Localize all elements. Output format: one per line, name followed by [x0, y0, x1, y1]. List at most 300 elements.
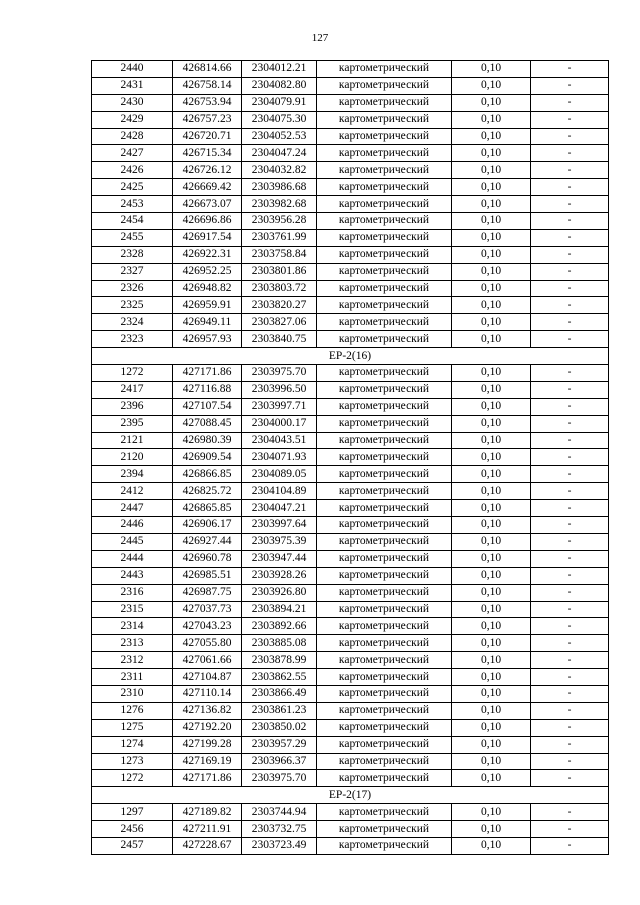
point-number-cell: 2447	[92, 500, 173, 517]
x-coordinate-cell: 426825.72	[173, 483, 242, 500]
accuracy-cell: 0,10	[452, 702, 531, 719]
method-cell: картометрический	[317, 702, 452, 719]
table-row	[92, 280, 609, 297]
note-cell: -	[531, 601, 609, 618]
note-cell: -	[531, 635, 609, 652]
x-coordinate-cell: 426720.71	[173, 128, 242, 145]
point-number-cell: 2328	[92, 246, 173, 263]
method-cell: картометрический	[317, 635, 452, 652]
table-row	[92, 719, 609, 736]
y-coordinate-cell: 2303744.94	[242, 804, 317, 821]
x-coordinate-cell: 426957.93	[173, 331, 242, 348]
note-cell: -	[531, 246, 609, 263]
table-row	[92, 770, 609, 787]
method-cell: картометрический	[317, 398, 452, 415]
accuracy-cell: 0,10	[452, 500, 531, 517]
table-row	[92, 500, 609, 517]
accuracy-cell: 0,10	[452, 398, 531, 415]
y-coordinate-cell: 2303997.64	[242, 517, 317, 534]
x-coordinate-cell: 427088.45	[173, 415, 242, 432]
point-number-cell: 2316	[92, 584, 173, 601]
method-cell: картометрический	[317, 753, 452, 770]
y-coordinate-cell: 2303996.50	[242, 381, 317, 398]
table-row	[92, 449, 609, 466]
y-coordinate-cell: 2303926.80	[242, 584, 317, 601]
y-coordinate-cell: 2303975.70	[242, 365, 317, 382]
y-coordinate-cell: 2303862.55	[242, 669, 317, 686]
y-coordinate-cell: 2304047.24	[242, 145, 317, 162]
x-coordinate-cell: 426865.85	[173, 500, 242, 517]
note-cell: -	[531, 550, 609, 567]
point-number-cell: 2417	[92, 381, 173, 398]
accuracy-cell: 0,10	[452, 196, 531, 213]
x-coordinate-cell: 426758.14	[173, 77, 242, 94]
table-row	[92, 466, 609, 483]
x-coordinate-cell: 426757.23	[173, 111, 242, 128]
note-cell: -	[531, 500, 609, 517]
table-row	[92, 432, 609, 449]
method-cell: картометрический	[317, 246, 452, 263]
y-coordinate-cell: 2303850.02	[242, 719, 317, 736]
accuracy-cell: 0,10	[452, 111, 531, 128]
x-coordinate-cell: 427136.82	[173, 702, 242, 719]
note-cell: -	[531, 128, 609, 145]
x-coordinate-cell: 426673.07	[173, 196, 242, 213]
x-coordinate-cell: 426949.11	[173, 314, 242, 331]
accuracy-cell: 0,10	[452, 837, 531, 854]
table-row	[92, 314, 609, 331]
table-row	[92, 618, 609, 635]
x-coordinate-cell: 426985.51	[173, 567, 242, 584]
accuracy-cell: 0,10	[452, 162, 531, 179]
table-row	[92, 381, 609, 398]
x-coordinate-cell: 426948.82	[173, 280, 242, 297]
note-cell: -	[531, 483, 609, 500]
point-number-cell: 1275	[92, 719, 173, 736]
point-number-cell: 1273	[92, 753, 173, 770]
note-cell: -	[531, 111, 609, 128]
x-coordinate-cell: 426987.75	[173, 584, 242, 601]
method-cell: картометрический	[317, 550, 452, 567]
accuracy-cell: 0,10	[452, 77, 531, 94]
table-row	[92, 669, 609, 686]
accuracy-cell: 0,10	[452, 213, 531, 230]
point-number-cell: 2396	[92, 398, 173, 415]
x-coordinate-cell: 426715.34	[173, 145, 242, 162]
y-coordinate-cell: 2304032.82	[242, 162, 317, 179]
x-coordinate-cell: 427055.80	[173, 635, 242, 652]
point-number-cell: 2427	[92, 145, 173, 162]
section-title: ЕР-2(16)	[92, 348, 609, 365]
note-cell: -	[531, 94, 609, 111]
point-number-cell: 2453	[92, 196, 173, 213]
section-header-row	[92, 348, 609, 365]
method-cell: картометрический	[317, 145, 452, 162]
x-coordinate-cell: 426952.25	[173, 263, 242, 280]
x-coordinate-cell: 426753.94	[173, 94, 242, 111]
y-coordinate-cell: 2303947.44	[242, 550, 317, 567]
note-cell: -	[531, 533, 609, 550]
accuracy-cell: 0,10	[452, 432, 531, 449]
x-coordinate-cell: 426959.91	[173, 297, 242, 314]
accuracy-cell: 0,10	[452, 736, 531, 753]
method-cell: картометрический	[317, 229, 452, 246]
note-cell: -	[531, 179, 609, 196]
accuracy-cell: 0,10	[452, 635, 531, 652]
x-coordinate-cell: 426866.85	[173, 466, 242, 483]
point-number-cell: 2323	[92, 331, 173, 348]
x-coordinate-cell: 426927.44	[173, 533, 242, 550]
method-cell: картометрический	[317, 618, 452, 635]
note-cell: -	[531, 432, 609, 449]
x-coordinate-cell: 427192.20	[173, 719, 242, 736]
point-number-cell: 2429	[92, 111, 173, 128]
y-coordinate-cell: 2304052.53	[242, 128, 317, 145]
y-coordinate-cell: 2303758.84	[242, 246, 317, 263]
point-number-cell: 2428	[92, 128, 173, 145]
table-row	[92, 196, 609, 213]
note-cell: -	[531, 213, 609, 230]
accuracy-cell: 0,10	[452, 584, 531, 601]
y-coordinate-cell: 2303803.72	[242, 280, 317, 297]
note-cell: -	[531, 398, 609, 415]
note-cell: -	[531, 652, 609, 669]
point-number-cell: 2121	[92, 432, 173, 449]
method-cell: картометрический	[317, 128, 452, 145]
point-number-cell: 2311	[92, 669, 173, 686]
note-cell: -	[531, 145, 609, 162]
section-title: ЕР-2(17)	[92, 787, 609, 804]
x-coordinate-cell: 427211.91	[173, 821, 242, 838]
x-coordinate-cell: 427116.88	[173, 381, 242, 398]
method-cell: картометрический	[317, 483, 452, 500]
table-row	[92, 94, 609, 111]
table-row	[92, 533, 609, 550]
method-cell: картометрический	[317, 466, 452, 483]
method-cell: картометрический	[317, 415, 452, 432]
table-row	[92, 162, 609, 179]
y-coordinate-cell: 2303966.37	[242, 753, 317, 770]
x-coordinate-cell: 426906.17	[173, 517, 242, 534]
y-coordinate-cell: 2303957.29	[242, 736, 317, 753]
table-row	[92, 263, 609, 280]
method-cell: картометрический	[317, 280, 452, 297]
x-coordinate-cell: 427199.28	[173, 736, 242, 753]
note-cell: -	[531, 719, 609, 736]
accuracy-cell: 0,10	[452, 449, 531, 466]
x-coordinate-cell: 426980.39	[173, 432, 242, 449]
table-row	[92, 128, 609, 145]
note-cell: -	[531, 702, 609, 719]
y-coordinate-cell: 2303986.68	[242, 179, 317, 196]
point-number-cell: 1274	[92, 736, 173, 753]
point-number-cell: 2446	[92, 517, 173, 534]
x-coordinate-cell: 426726.12	[173, 162, 242, 179]
y-coordinate-cell: 2303894.21	[242, 601, 317, 618]
y-coordinate-cell: 2304012.21	[242, 61, 317, 78]
note-cell: -	[531, 736, 609, 753]
method-cell: картометрический	[317, 500, 452, 517]
point-number-cell: 2395	[92, 415, 173, 432]
y-coordinate-cell: 2304000.17	[242, 415, 317, 432]
method-cell: картометрический	[317, 61, 452, 78]
point-number-cell: 2394	[92, 466, 173, 483]
x-coordinate-cell: 427171.86	[173, 365, 242, 382]
table-row	[92, 601, 609, 618]
y-coordinate-cell: 2303975.39	[242, 533, 317, 550]
accuracy-cell: 0,10	[452, 229, 531, 246]
method-cell: картометрический	[317, 517, 452, 534]
y-coordinate-cell: 2303732.75	[242, 821, 317, 838]
point-number-cell: 2314	[92, 618, 173, 635]
section-header-row	[92, 787, 609, 804]
table-row	[92, 179, 609, 196]
note-cell: -	[531, 753, 609, 770]
accuracy-cell: 0,10	[452, 94, 531, 111]
point-number-cell: 2454	[92, 213, 173, 230]
coordinates-table	[91, 60, 609, 855]
y-coordinate-cell: 2303820.27	[242, 297, 317, 314]
method-cell: картометрический	[317, 821, 452, 838]
point-number-cell: 2455	[92, 229, 173, 246]
accuracy-cell: 0,10	[452, 128, 531, 145]
method-cell: картометрический	[317, 719, 452, 736]
x-coordinate-cell: 426917.54	[173, 229, 242, 246]
method-cell: картометрический	[317, 196, 452, 213]
method-cell: картометрический	[317, 652, 452, 669]
accuracy-cell: 0,10	[452, 297, 531, 314]
note-cell: -	[531, 77, 609, 94]
note-cell: -	[531, 314, 609, 331]
table-row	[92, 837, 609, 854]
point-number-cell: 2325	[92, 297, 173, 314]
y-coordinate-cell: 2303956.28	[242, 213, 317, 230]
note-cell: -	[531, 584, 609, 601]
y-coordinate-cell: 2303885.08	[242, 635, 317, 652]
table-row	[92, 702, 609, 719]
note-cell: -	[531, 365, 609, 382]
accuracy-cell: 0,10	[452, 719, 531, 736]
table-row	[92, 483, 609, 500]
accuracy-cell: 0,10	[452, 365, 531, 382]
point-number-cell: 2324	[92, 314, 173, 331]
point-number-cell: 2444	[92, 550, 173, 567]
y-coordinate-cell: 2303866.49	[242, 685, 317, 702]
accuracy-cell: 0,10	[452, 533, 531, 550]
note-cell: -	[531, 669, 609, 686]
note-cell: -	[531, 517, 609, 534]
accuracy-cell: 0,10	[452, 246, 531, 263]
method-cell: картометрический	[317, 584, 452, 601]
note-cell: -	[531, 331, 609, 348]
note-cell: -	[531, 229, 609, 246]
point-number-cell: 2312	[92, 652, 173, 669]
method-cell: картометрический	[317, 804, 452, 821]
note-cell: -	[531, 567, 609, 584]
point-number-cell: 2120	[92, 449, 173, 466]
table-row	[92, 246, 609, 263]
method-cell: картометрический	[317, 77, 452, 94]
method-cell: картометрический	[317, 331, 452, 348]
x-coordinate-cell: 427189.82	[173, 804, 242, 821]
table-row	[92, 736, 609, 753]
accuracy-cell: 0,10	[452, 483, 531, 500]
method-cell: картометрический	[317, 111, 452, 128]
table-row	[92, 550, 609, 567]
point-number-cell: 2430	[92, 94, 173, 111]
accuracy-cell: 0,10	[452, 567, 531, 584]
x-coordinate-cell: 427061.66	[173, 652, 242, 669]
note-cell: -	[531, 770, 609, 787]
note-cell: -	[531, 381, 609, 398]
method-cell: картометрический	[317, 770, 452, 787]
table-row	[92, 331, 609, 348]
x-coordinate-cell: 427037.73	[173, 601, 242, 618]
accuracy-cell: 0,10	[452, 618, 531, 635]
method-cell: картометрический	[317, 365, 452, 382]
method-cell: картометрический	[317, 533, 452, 550]
x-coordinate-cell: 427043.23	[173, 618, 242, 635]
coordinates-table-body	[92, 61, 609, 855]
point-number-cell: 2327	[92, 263, 173, 280]
x-coordinate-cell: 427110.14	[173, 685, 242, 702]
table-row	[92, 398, 609, 415]
method-cell: картометрический	[317, 567, 452, 584]
y-coordinate-cell: 2303878.99	[242, 652, 317, 669]
table-row	[92, 821, 609, 838]
note-cell: -	[531, 449, 609, 466]
accuracy-cell: 0,10	[452, 61, 531, 78]
note-cell: -	[531, 415, 609, 432]
page-number: 127	[311, 32, 329, 44]
y-coordinate-cell: 2303928.26	[242, 567, 317, 584]
x-coordinate-cell: 427169.19	[173, 753, 242, 770]
method-cell: картометрический	[317, 179, 452, 196]
y-coordinate-cell: 2303840.75	[242, 331, 317, 348]
table-row	[92, 517, 609, 534]
table-row	[92, 415, 609, 432]
point-number-cell: 2445	[92, 533, 173, 550]
point-number-cell: 2440	[92, 61, 173, 78]
x-coordinate-cell: 426960.78	[173, 550, 242, 567]
accuracy-cell: 0,10	[452, 601, 531, 618]
x-coordinate-cell: 426669.42	[173, 179, 242, 196]
accuracy-cell: 0,10	[452, 331, 531, 348]
method-cell: картометрический	[317, 685, 452, 702]
accuracy-cell: 0,10	[452, 415, 531, 432]
x-coordinate-cell: 426814.66	[173, 61, 242, 78]
method-cell: картометрический	[317, 297, 452, 314]
point-number-cell: 1276	[92, 702, 173, 719]
table-row	[92, 365, 609, 382]
y-coordinate-cell: 2304047.21	[242, 500, 317, 517]
table-row	[92, 652, 609, 669]
y-coordinate-cell: 2304089.05	[242, 466, 317, 483]
note-cell: -	[531, 263, 609, 280]
table-row	[92, 77, 609, 94]
y-coordinate-cell: 2304082.80	[242, 77, 317, 94]
point-number-cell: 2431	[92, 77, 173, 94]
method-cell: картометрический	[317, 837, 452, 854]
note-cell: -	[531, 685, 609, 702]
accuracy-cell: 0,10	[452, 179, 531, 196]
note-cell: -	[531, 196, 609, 213]
table-row	[92, 297, 609, 314]
table-row	[92, 635, 609, 652]
accuracy-cell: 0,10	[452, 770, 531, 787]
point-number-cell: 1272	[92, 365, 173, 382]
note-cell: -	[531, 821, 609, 838]
y-coordinate-cell: 2303892.66	[242, 618, 317, 635]
y-coordinate-cell: 2303761.99	[242, 229, 317, 246]
method-cell: картометрический	[317, 263, 452, 280]
note-cell: -	[531, 804, 609, 821]
accuracy-cell: 0,10	[452, 263, 531, 280]
y-coordinate-cell: 2303975.70	[242, 770, 317, 787]
method-cell: картометрический	[317, 314, 452, 331]
note-cell: -	[531, 61, 609, 78]
x-coordinate-cell: 427104.87	[173, 669, 242, 686]
accuracy-cell: 0,10	[452, 314, 531, 331]
y-coordinate-cell: 2304104.89	[242, 483, 317, 500]
note-cell: -	[531, 297, 609, 314]
accuracy-cell: 0,10	[452, 753, 531, 770]
method-cell: картометрический	[317, 94, 452, 111]
point-number-cell: 2456	[92, 821, 173, 838]
table-row	[92, 584, 609, 601]
note-cell: -	[531, 280, 609, 297]
accuracy-cell: 0,10	[452, 381, 531, 398]
method-cell: картометрический	[317, 381, 452, 398]
accuracy-cell: 0,10	[452, 550, 531, 567]
point-number-cell: 2412	[92, 483, 173, 500]
method-cell: картометрический	[317, 601, 452, 618]
method-cell: картометрический	[317, 162, 452, 179]
point-number-cell: 2310	[92, 685, 173, 702]
point-number-cell: 2443	[92, 567, 173, 584]
table-row	[92, 229, 609, 246]
accuracy-cell: 0,10	[452, 685, 531, 702]
y-coordinate-cell: 2303982.68	[242, 196, 317, 213]
table-row	[92, 61, 609, 78]
table-row	[92, 685, 609, 702]
point-number-cell: 2326	[92, 280, 173, 297]
accuracy-cell: 0,10	[452, 280, 531, 297]
method-cell: картометрический	[317, 449, 452, 466]
x-coordinate-cell: 426922.31	[173, 246, 242, 263]
table-row	[92, 804, 609, 821]
point-number-cell: 2315	[92, 601, 173, 618]
table-row	[92, 111, 609, 128]
note-cell: -	[531, 466, 609, 483]
y-coordinate-cell: 2304043.51	[242, 432, 317, 449]
point-number-cell: 1297	[92, 804, 173, 821]
accuracy-cell: 0,10	[452, 517, 531, 534]
accuracy-cell: 0,10	[452, 466, 531, 483]
point-number-cell: 2426	[92, 162, 173, 179]
method-cell: картометрический	[317, 669, 452, 686]
note-cell: -	[531, 618, 609, 635]
y-coordinate-cell: 2303801.86	[242, 263, 317, 280]
y-coordinate-cell: 2303997.71	[242, 398, 317, 415]
y-coordinate-cell: 2303827.06	[242, 314, 317, 331]
x-coordinate-cell: 427228.67	[173, 837, 242, 854]
accuracy-cell: 0,10	[452, 145, 531, 162]
y-coordinate-cell: 2304071.93	[242, 449, 317, 466]
note-cell: -	[531, 162, 609, 179]
table-row	[92, 567, 609, 584]
table-row	[92, 145, 609, 162]
